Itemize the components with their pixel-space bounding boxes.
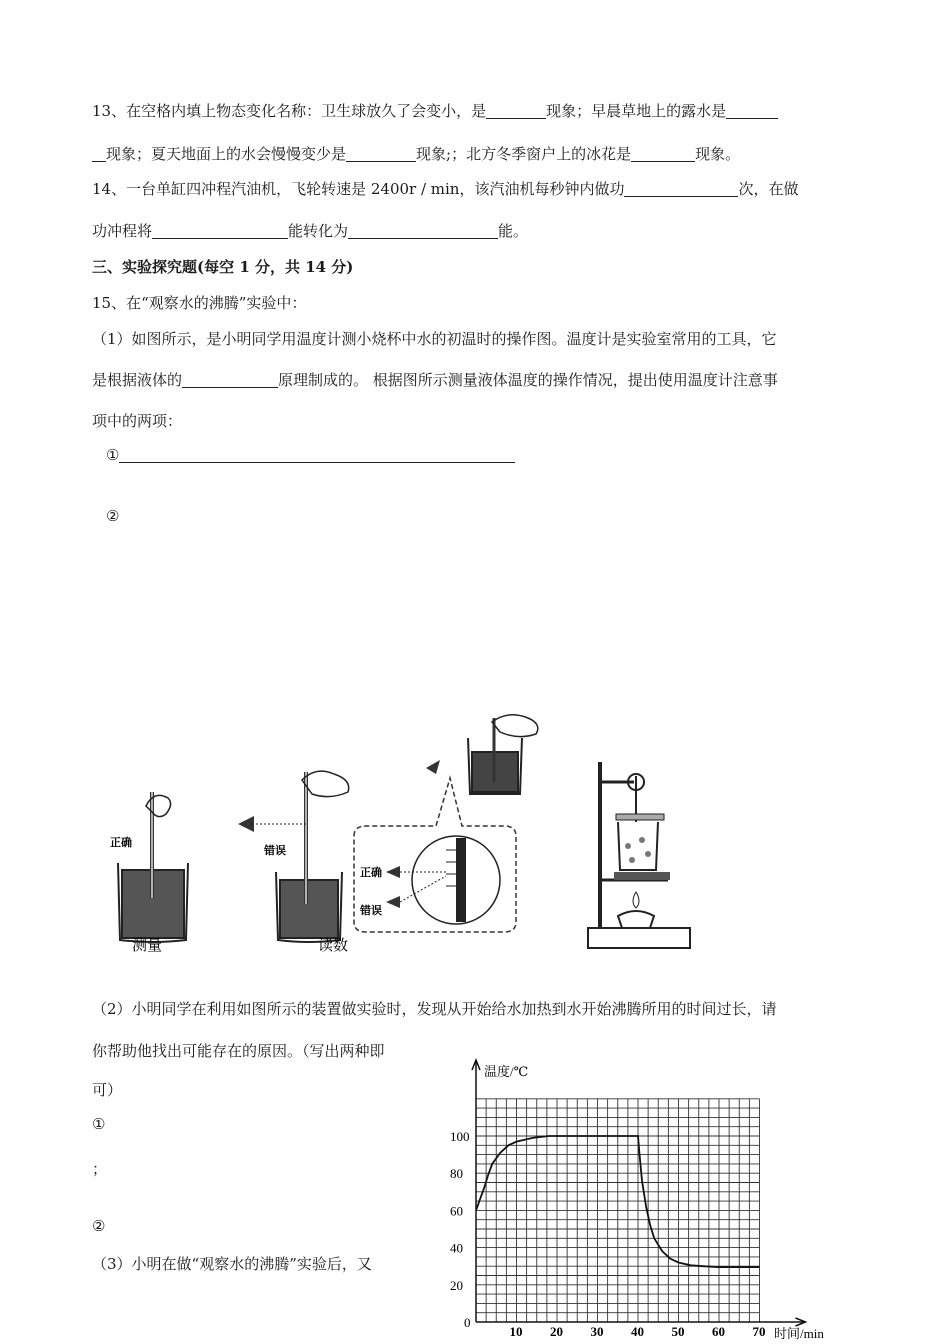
q13-line1: 13、在空格内填上物态变化名称：卫生球放久了会变小，是 现象；早晨草地上的露水是: [92, 100, 778, 121]
q13-line2: 现象；夏天地面上的水会慢慢变少是 现象;；北方冬季窗户上的冰花是 现象。: [92, 143, 740, 164]
y-tick-label: 80: [450, 1166, 463, 1182]
label-correct-1: 正确: [110, 836, 132, 849]
q15-intro: 15、在“观察水的沸腾”实验中：: [92, 294, 307, 312]
q13-text: 13、在空格内填上物态变化名称：卫生球放久了会变小，: [92, 102, 472, 120]
q15-item2: ②: [106, 507, 120, 525]
q15-p1-line3: 项中的两项：: [92, 412, 183, 430]
y-tick-label: 0: [464, 1315, 471, 1330]
q14-line2: 功冲程将 能转化为 能。: [92, 222, 529, 240]
x-tick-label: 50: [671, 1324, 685, 1339]
q13-blank-2a[interactable]: [726, 104, 778, 119]
q15-answer-1[interactable]: [119, 448, 515, 463]
temperature-time-graph: [440, 1056, 844, 1342]
circle-one-marker: ①: [106, 446, 120, 464]
x-tick-label: 40: [631, 1324, 644, 1339]
x-tick-label: 20: [550, 1324, 563, 1339]
y-axis-label: 温度/℃: [484, 1064, 529, 1079]
q15-p2-item1: ①: [92, 1115, 106, 1133]
label-wrong-2: 错误: [360, 904, 382, 917]
q15-item1-line: [106, 446, 515, 464]
x-tick-label: 60: [712, 1324, 725, 1339]
q13-blank-2b[interactable]: [92, 147, 106, 162]
y-tick-label: 60: [450, 1203, 463, 1219]
y-tick-label: 20: [450, 1277, 463, 1293]
q14-text: 14、一台单缸四冲程汽油机，飞轮转速是 2400r / min，该汽油机每秒钟内做功: [92, 180, 625, 198]
beaker-small: [426, 715, 538, 794]
label-correct-2: 正确: [360, 866, 382, 879]
graph-grid: [472, 1060, 806, 1326]
caption-read: 读数: [318, 936, 349, 954]
beaker-correct: [118, 792, 188, 942]
q14-line1: 14、一台单缸四冲程汽油机，飞轮转速是 2400r / min，该汽油机每秒钟内做功 次，在做: [92, 180, 799, 198]
q13-blank-1[interactable]: [486, 104, 546, 119]
q15-p2-line3: 可）: [92, 1081, 123, 1099]
boiling-apparatus-figure: [584, 756, 694, 952]
q15-p1-line1: （1）如图所示，是小明同学用温度计测小烧杯中水的初温时的操作图。温度计是实验室常用的工具，它: [92, 330, 777, 348]
q14-blank-2[interactable]: [152, 224, 288, 239]
q15-p2-line1: （2）小明同学在利用如图所示的装置做实验时，发现从开始给水加热到水开始沸腾所用的时间过长，请: [92, 1000, 777, 1018]
q15-p2-item2: ②: [92, 1217, 106, 1235]
q15-p3-line1: （3）小明在做“观察水的沸腾”实验后，又: [92, 1255, 372, 1273]
thermometer-figure: [110, 708, 556, 958]
q15-blank-principle[interactable]: [182, 373, 278, 388]
x-tick-label: 70: [752, 1324, 766, 1339]
beaker-wrong: [238, 771, 349, 942]
label-wrong-1: 错误: [264, 844, 286, 857]
caption-measure: 测量: [132, 936, 163, 954]
section-heading: 三、实验探究题(每空 1 分，共 14 分): [92, 258, 354, 276]
q15-p2-semicolon: ；: [92, 1160, 108, 1178]
y-tick-label: 100: [450, 1129, 470, 1144]
q15-p1-line2: 是根据液体的 原理制成的。 根据图所示测量液体温度的操作情况，提出使用温度计注意事: [92, 371, 778, 389]
q14-blank-3[interactable]: [348, 224, 498, 239]
q13-blank-4[interactable]: [631, 147, 695, 162]
q14-blank-1[interactable]: [624, 182, 738, 197]
y-tick-label: 40: [450, 1240, 463, 1256]
q13-blank-3[interactable]: [346, 147, 416, 162]
x-tick-label: 30: [590, 1324, 604, 1339]
q15-p2-line2: 你帮助他找出可能存在的原因。（写出两种即: [92, 1042, 385, 1060]
x-axis-label: 时间/min: [774, 1326, 824, 1341]
x-tick-label: 10: [509, 1324, 523, 1339]
